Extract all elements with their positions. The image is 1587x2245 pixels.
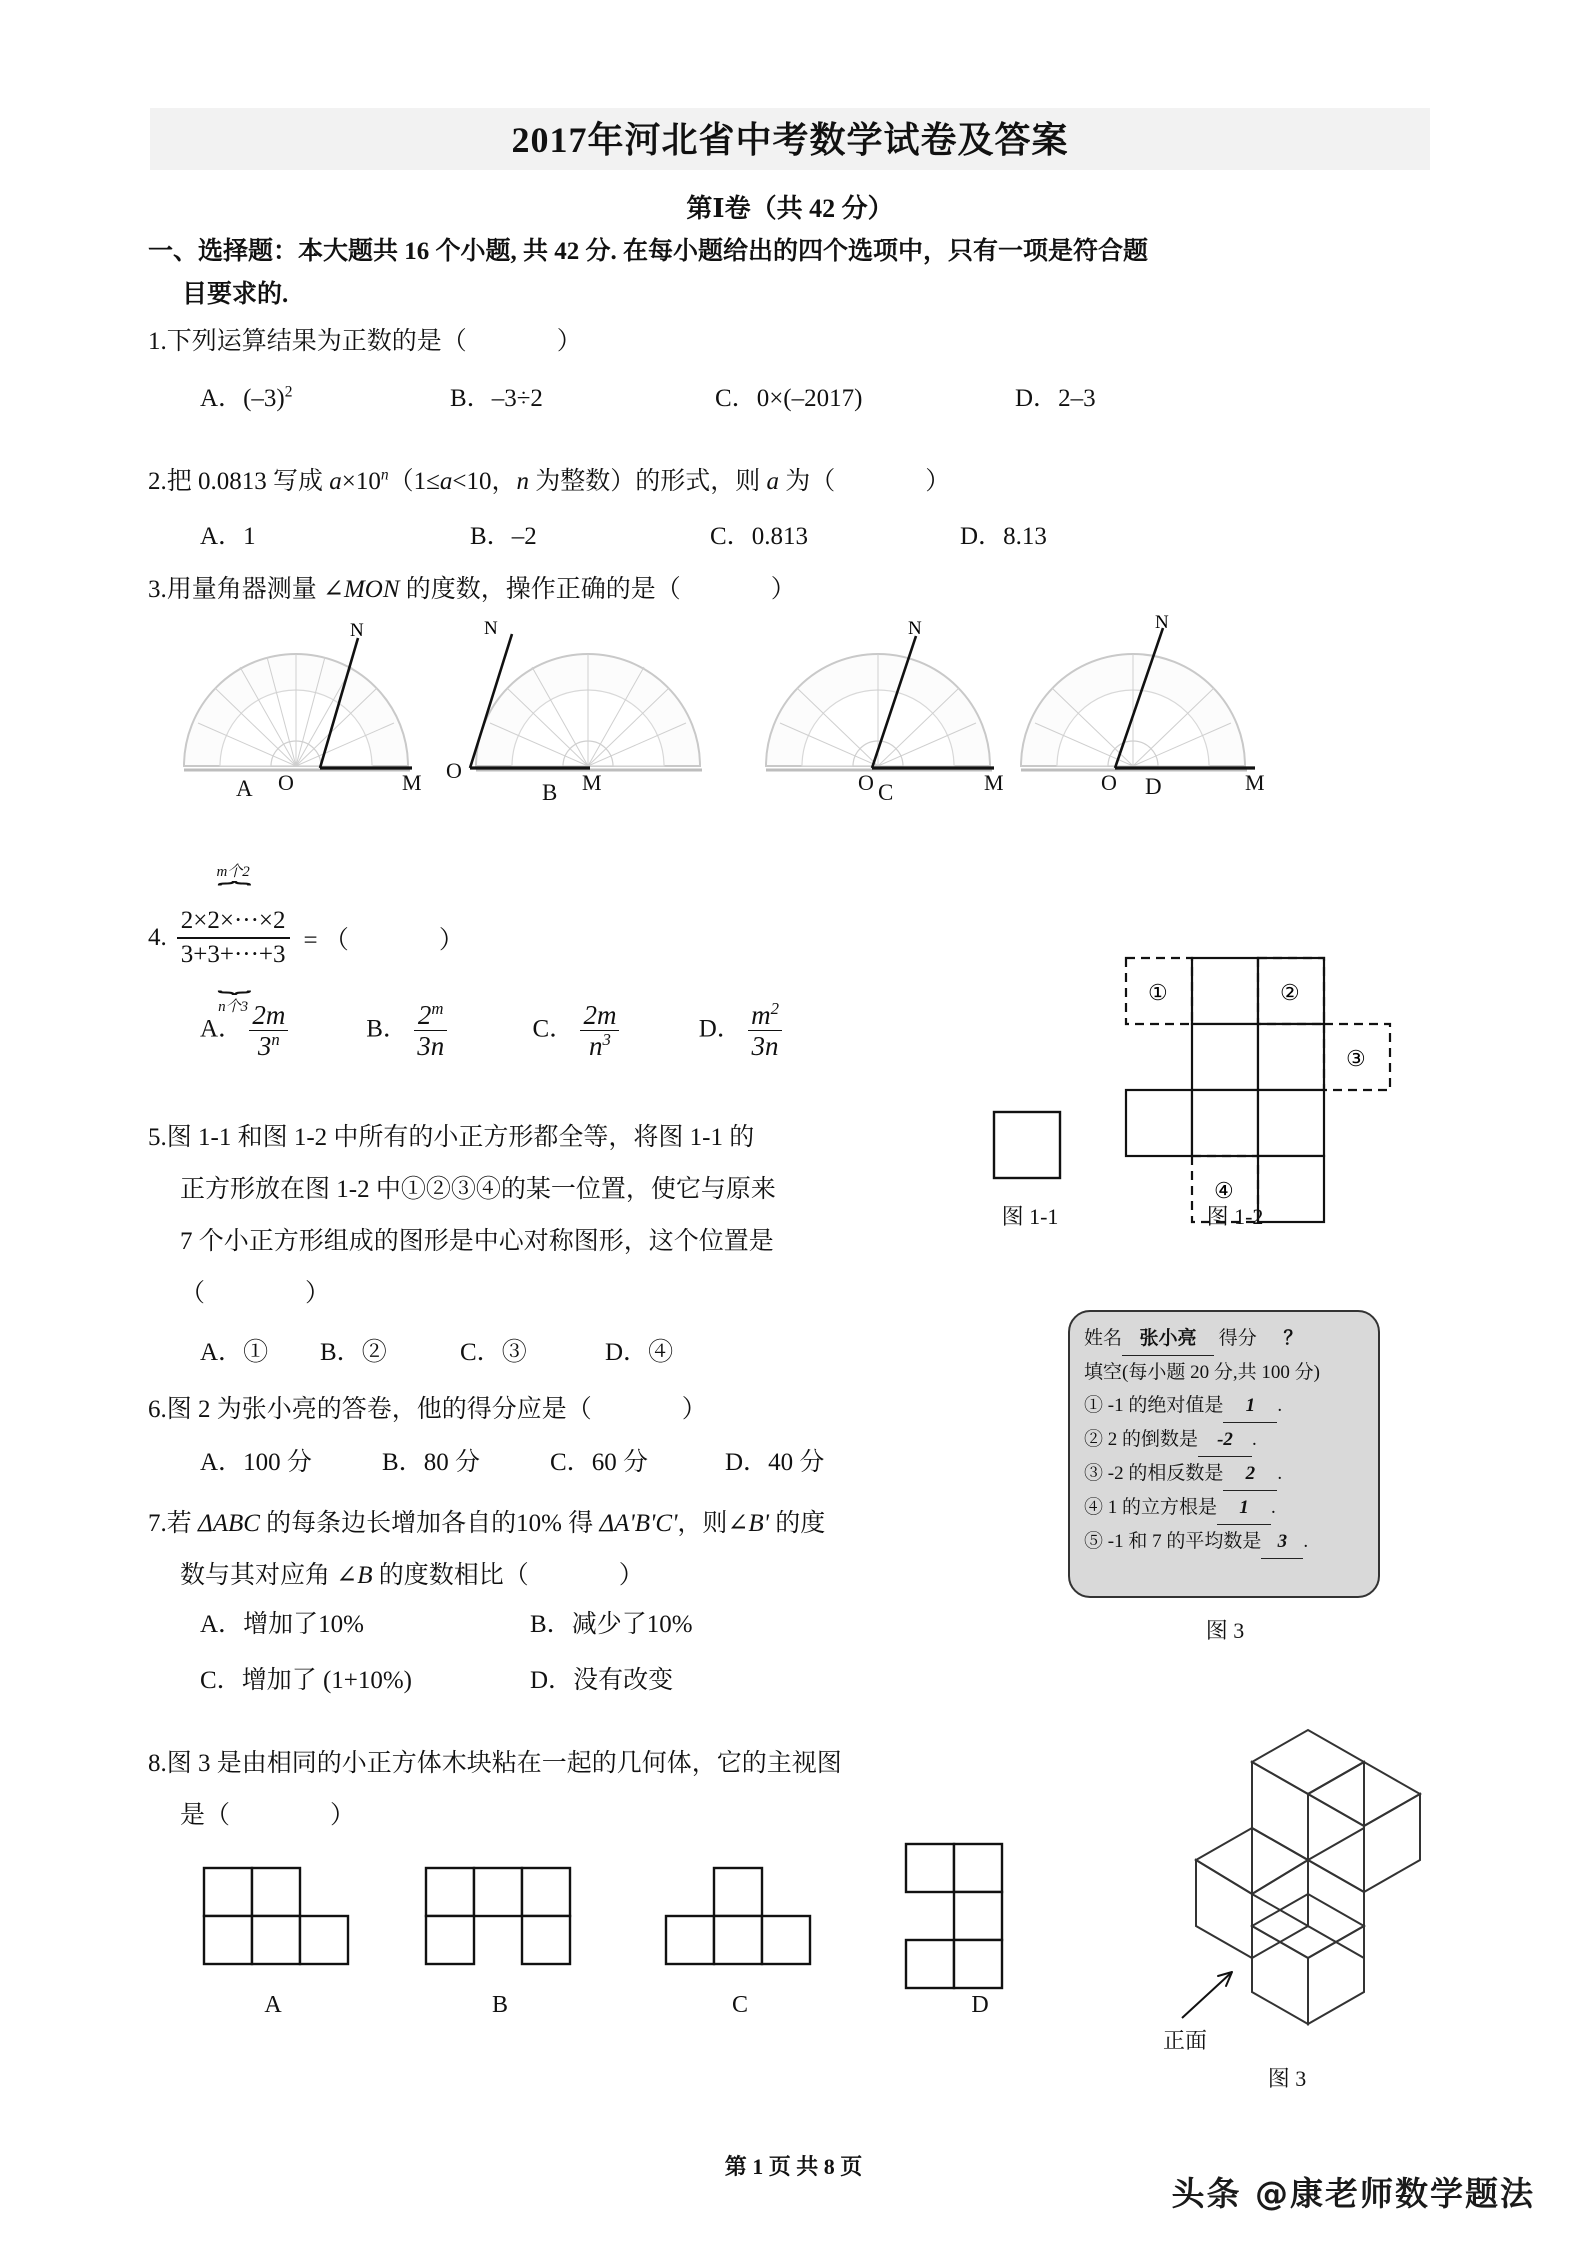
- q2-var-n: n: [516, 468, 529, 495]
- q4-number: 4.: [148, 924, 167, 951]
- protractor-option-a-label: A: [236, 776, 253, 801]
- q2-part-4: （1≤: [388, 468, 440, 495]
- item-2-answer: -2: [1198, 1423, 1252, 1457]
- question-7-options-row2: [200, 1660, 673, 1696]
- q2-option-a-label: A．: [200, 523, 244, 550]
- q4-option-d-label: D．: [698, 1015, 742, 1043]
- q8-option-d-shape[interactable]: [900, 1838, 1060, 1998]
- q2-part-10: 为（: [778, 468, 836, 495]
- q6-option-c-label: C．: [550, 1449, 592, 1476]
- q1-option-b[interactable]: [450, 378, 715, 414]
- answer-card: [1068, 1310, 1380, 1598]
- protractor-b-point-m: M: [582, 770, 602, 795]
- figure-1-2: [1120, 930, 1450, 1210]
- protractor-c-point-o: O: [858, 770, 874, 795]
- figure-1-1-caption: 图 1-1: [1001, 1204, 1059, 1229]
- q5-option-a-label: A．: [200, 1339, 244, 1366]
- q4-option-c-den-sup: 3: [602, 1030, 611, 1050]
- question-2-options: [200, 516, 1047, 552]
- q7-option-b[interactable]: [530, 1604, 693, 1640]
- q6-option-b[interactable]: [382, 1442, 550, 1478]
- q1-option-c-text: 0×(–2017): [756, 385, 863, 412]
- q5-option-c-label: C．: [460, 1339, 502, 1366]
- q7-l2p0: 数与其对应角: [180, 1562, 337, 1589]
- figure-3-caption: 图 3: [1267, 2066, 1307, 2091]
- q6-option-a-text: 100 分: [243, 1449, 312, 1476]
- item-3-marker: ③: [1084, 1463, 1104, 1484]
- q3-post: 的度数，操作正确的是（: [399, 576, 681, 603]
- q1-number: 1.: [148, 328, 167, 355]
- q7-paren-close: ）: [618, 1562, 644, 1589]
- q7-option-c-text: 增加了 (1+10%): [241, 1667, 413, 1694]
- answer-card-item-1: [1084, 1389, 1364, 1423]
- protractor-option-c[interactable]: [750, 618, 1015, 805]
- q4-numerator: 2×2×···×2: [177, 907, 290, 939]
- q2-var-a1: a: [329, 468, 342, 495]
- q4-denominator: 3+3+···+3: [180, 941, 286, 968]
- item-3-text: -2 的相反数是: [1107, 1463, 1224, 1484]
- q6-option-d-text: 40 分: [768, 1449, 825, 1476]
- q6-option-c[interactable]: [550, 1442, 725, 1478]
- q2-option-d[interactable]: [960, 516, 1047, 552]
- q7-option-d[interactable]: [530, 1660, 673, 1696]
- q4-option-c-num: 2m: [580, 1000, 619, 1031]
- instructions-line-2: 目要求的.: [182, 281, 289, 308]
- item-3-answer: 2: [1223, 1457, 1277, 1491]
- q1-paren-close: ）: [556, 328, 582, 355]
- q5-option-c-text: ③: [501, 1339, 527, 1366]
- answer-card-name-label: 姓名: [1084, 1328, 1123, 1349]
- answer-card-item-5: [1084, 1525, 1364, 1559]
- item-4-text: 1 的立方根是: [1107, 1497, 1218, 1518]
- q7-option-b-label: B．: [530, 1611, 572, 1638]
- q2-option-a[interactable]: [200, 516, 470, 552]
- q2-option-c-label: C．: [710, 523, 752, 550]
- q4-option-d[interactable]: [699, 1000, 782, 1061]
- q7-option-b-text: 减少了10%: [571, 1611, 693, 1638]
- q1-option-c[interactable]: [715, 378, 1015, 414]
- q5-option-a-text: ①: [243, 1339, 269, 1366]
- q5-option-a[interactable]: [200, 1332, 320, 1368]
- answer-card-caption: 图 3: [1205, 1618, 1245, 1643]
- q7-tri-abc-prime: ΔA'B'C': [599, 1510, 678, 1537]
- svg-text:①: ①: [1148, 980, 1168, 1005]
- q4-option-b-num-sup: m: [431, 999, 444, 1018]
- q7-angle-b-prime: ∠B': [727, 1510, 770, 1537]
- q7-option-a-text: 增加了10%: [243, 1611, 364, 1638]
- q2-option-b-label: B．: [470, 523, 512, 550]
- q5-line-4: （ ）: [180, 1280, 331, 1307]
- q2-option-d-label: D．: [960, 523, 1004, 550]
- question-8-stem: [148, 1738, 842, 1842]
- item-4-marker: ④: [1084, 1497, 1104, 1518]
- question-5-stem: [148, 1112, 776, 1320]
- answer-card-item-4: [1084, 1491, 1364, 1525]
- q7-option-a[interactable]: [200, 1604, 530, 1640]
- answer-card-name-value: 张小亮: [1122, 1322, 1214, 1356]
- q5-line-2: 正方形放在图 1-2 中①②③④的某一位置，使它与原来: [180, 1176, 776, 1203]
- answer-card-item-2: [1084, 1423, 1364, 1457]
- q1-option-d-label: D．: [1015, 385, 1059, 412]
- svg-text:②: ②: [1280, 980, 1300, 1005]
- q4-option-b-label: B．: [366, 1015, 408, 1043]
- q2-number: 2.: [148, 468, 167, 495]
- item-2-tail: .: [1252, 1429, 1257, 1450]
- q7-angle-b: ∠B: [336, 1562, 373, 1589]
- q2-part-6: <10，: [452, 468, 517, 495]
- q4-under-brace: ⏞: [217, 970, 249, 995]
- q5-option-d-label: D．: [605, 1339, 649, 1366]
- q8-line-1: 图 3 是由相同的小正方体木块粘在一起的几何体，它的主视图: [166, 1750, 842, 1777]
- item-2-marker: ②: [1084, 1429, 1104, 1450]
- q8-number: 8.: [148, 1750, 167, 1777]
- q3-pre: 用量角器测量: [166, 576, 324, 603]
- svg-text:N: N: [1155, 612, 1169, 633]
- q6-option-a-label: A．: [200, 1449, 244, 1476]
- q7-p6: 的度: [769, 1510, 826, 1537]
- q4-option-d-num: m: [751, 1000, 771, 1030]
- svg-text:④: ④: [1214, 1178, 1234, 1203]
- q8-line-2: 是（ ）: [180, 1802, 356, 1829]
- page-title: 2017年河北省中考数学试卷及答案: [511, 120, 1069, 160]
- q2-part-2: ×10: [341, 468, 381, 495]
- figure-1-1: [990, 1108, 1068, 1186]
- q6-number: 6.: [148, 1396, 167, 1423]
- figure-3-solid: [1140, 1700, 1460, 2040]
- question-5-options: [200, 1332, 673, 1368]
- q4-option-a-den-sup: n: [271, 1030, 280, 1050]
- item-1-text: -1 的绝对值是: [1107, 1395, 1224, 1416]
- q1-option-a-label: A．: [200, 385, 244, 412]
- instructions-line-1: 一、选择题：本大题共 16 个小题, 共 42 分. 在每小题给出的四个选项中，只有一项是符合题: [148, 238, 1149, 265]
- q2-exp-n: n: [380, 466, 389, 484]
- q5-option-d-text: ④: [648, 1339, 674, 1366]
- question-7-options-row1: [200, 1604, 693, 1640]
- question-6-stem: [148, 1388, 707, 1431]
- q4-option-b[interactable]: [366, 1000, 526, 1061]
- q7-option-c-label: C．: [200, 1667, 242, 1694]
- q6-option-d-label: D．: [725, 1449, 769, 1476]
- protractor-option-a[interactable]: [168, 618, 433, 801]
- q7-option-c[interactable]: [200, 1660, 530, 1696]
- q4-paren-close: ）: [438, 927, 464, 954]
- q8-option-a-shape[interactable]: [198, 1862, 348, 1982]
- q6-option-b-label: B．: [382, 1449, 424, 1476]
- item-4-tail: .: [1271, 1497, 1276, 1518]
- answer-card-item-3: [1084, 1457, 1364, 1491]
- question-4-stem: [148, 860, 464, 1016]
- q4-option-d-den: 3n: [751, 1031, 779, 1062]
- q4-option-a[interactable]: [200, 1000, 360, 1061]
- q2-paren-close: ）: [925, 468, 951, 495]
- q4-option-a-den: 3: [257, 1031, 272, 1062]
- question-6-options: [200, 1442, 824, 1478]
- protractor-option-d-label: D: [1145, 774, 1162, 799]
- q8-option-c-shape[interactable]: [660, 1862, 820, 1982]
- q2-option-c-text: 0.813: [751, 523, 808, 550]
- protractor-diagrams: [150, 600, 1300, 805]
- q5-option-b-label: B．: [320, 1339, 362, 1366]
- q7-l2p2: 的度数相比（: [372, 1562, 529, 1589]
- q3-number: 3.: [148, 576, 167, 603]
- q1-option-c-label: C．: [715, 385, 757, 412]
- q3-paren-close: ）: [770, 576, 796, 603]
- q5-number: 5.: [148, 1124, 167, 1151]
- q2-option-b-text: –2: [511, 523, 537, 550]
- q4-option-b-den: 3n: [417, 1031, 445, 1062]
- q8-option-b-label: B: [491, 1992, 508, 2018]
- question-1-stem: [148, 320, 582, 363]
- q2-var-a3: a: [766, 468, 779, 495]
- page-footer: 第 1 页 共 8 页: [724, 2154, 863, 2179]
- q4-fraction: [177, 860, 290, 1016]
- q2-var-a2: a: [439, 468, 453, 495]
- q1-option-a-text: (–3): [243, 385, 285, 412]
- item-1-tail: .: [1277, 1395, 1283, 1416]
- item-3-tail: .: [1277, 1463, 1283, 1484]
- answer-card-name-row: [1084, 1322, 1364, 1356]
- item-1-marker: ①: [1084, 1395, 1104, 1416]
- protractor-d-point-m: M: [1245, 770, 1265, 795]
- q1-option-d-text: 2–3: [1058, 385, 1096, 412]
- q8-option-c-label: C: [731, 1992, 748, 2018]
- q6-option-b-text: 80 分: [423, 1449, 480, 1476]
- q5-line-1: 图 1-1 和图 1-2 中所有的小正方形都全等，将图 1-1 的: [166, 1124, 755, 1151]
- item-5-marker: ⑤: [1084, 1531, 1104, 1552]
- q2-option-c[interactable]: [710, 516, 960, 552]
- q4-option-d-num-sup: 2: [770, 999, 779, 1018]
- q8-option-b-shape[interactable]: [420, 1862, 580, 1982]
- item-4-answer: 1: [1217, 1491, 1271, 1525]
- q4-option-c-den: n: [589, 1031, 603, 1062]
- q5-option-d[interactable]: [605, 1332, 673, 1368]
- q6-option-a[interactable]: [200, 1442, 382, 1478]
- q8-option-a-label: A: [264, 1992, 282, 2018]
- q7-p2: 的每条边长增加各自的10% 得: [259, 1510, 600, 1537]
- answer-card-score-label: 得分: [1218, 1328, 1257, 1349]
- q5-option-c[interactable]: [460, 1332, 605, 1368]
- svg-text:N: N: [908, 618, 922, 639]
- q2-option-d-text: 8.13: [1003, 523, 1047, 550]
- q6-option-d[interactable]: [725, 1442, 824, 1478]
- q6-option-c-text: 60 分: [591, 1449, 648, 1476]
- item-5-text: -1 和 7 的平均数是: [1107, 1531, 1262, 1552]
- figure-3-front-label: 正面: [1162, 2028, 1207, 2053]
- protractor-option-b-label: B: [542, 780, 558, 805]
- q7-p4: ，则: [677, 1510, 728, 1537]
- q4-option-a-label: A．: [200, 1015, 244, 1043]
- item-2-text: 2 的倒数是: [1107, 1429, 1199, 1450]
- q2-part-0: 把 0.0813 写成: [166, 468, 330, 495]
- q1-option-d[interactable]: [1015, 378, 1096, 414]
- protractor-option-c-label: C: [878, 780, 894, 805]
- protractor-a-point-o: O: [278, 770, 294, 795]
- q1-option-a[interactable]: [200, 378, 450, 414]
- protractor-b-point-o: O: [446, 758, 462, 783]
- q4-option-b-num: 2: [417, 1000, 432, 1030]
- q6-text: 图 2 为张小亮的答卷，他的得分应是（: [166, 1396, 592, 1423]
- q7-line-2: [180, 1550, 644, 1602]
- q6-paren-close: ）: [681, 1396, 707, 1423]
- q1-text: 下列运算结果为正数的是（: [166, 328, 467, 355]
- q2-option-b[interactable]: [470, 516, 710, 552]
- item-5-tail: .: [1303, 1531, 1309, 1552]
- volume-heading: 第Ⅰ卷（共 42 分）: [686, 194, 894, 223]
- q5-line-3: 7 个小正方形组成的图形是中心对称图形，这个位置是: [180, 1228, 774, 1255]
- question-1-options: [200, 378, 1096, 414]
- q5-option-b[interactable]: [320, 1332, 460, 1368]
- q7-option-d-text: 没有改变: [573, 1667, 674, 1694]
- q5-option-b-text: ②: [361, 1339, 387, 1366]
- protractor-d-point-o: O: [1101, 770, 1117, 795]
- question-4-options: [200, 1000, 782, 1061]
- q1-option-a-sup: 2: [284, 383, 293, 401]
- item-5-answer: 3: [1261, 1525, 1303, 1559]
- q1-option-b-label: B．: [450, 385, 492, 412]
- q2-option-a-text: 1: [243, 523, 256, 550]
- q7-p0: 若: [166, 1510, 199, 1537]
- q7-number: 7.: [148, 1510, 167, 1537]
- protractor-a-point-m: M: [402, 770, 422, 795]
- q2-part-8: 为整数）的形式，则: [528, 468, 767, 495]
- protractor-c-point-m: M: [984, 770, 1004, 795]
- svg-text:N: N: [484, 618, 498, 639]
- q4-equals: = （: [303, 927, 349, 954]
- answer-card-score-value: ？: [1283, 1328, 1303, 1349]
- watermark: 头条 @康老师数学题法: [1171, 2174, 1535, 2213]
- q4-option-c[interactable]: [533, 1000, 693, 1061]
- protractor-option-d[interactable]: [1005, 612, 1270, 799]
- q8-option-d-label: D: [971, 1992, 989, 2018]
- item-1-answer: 1: [1223, 1389, 1277, 1423]
- protractor-option-b[interactable]: [446, 618, 725, 805]
- question-7-stem: [148, 1498, 825, 1602]
- svg-text:N: N: [350, 620, 364, 641]
- q7-option-a-label: A．: [200, 1611, 244, 1638]
- q4-over-brace-label: m个2: [216, 864, 250, 880]
- q4-over-brace: ⏞: [217, 881, 249, 906]
- q4-under-brace-label: n个3: [218, 999, 249, 1015]
- answer-card-instruction: 填空(每小题 20 分,共 100 分): [1084, 1362, 1320, 1383]
- q3-angle: ∠MON: [323, 576, 400, 603]
- section-instructions: [148, 230, 1438, 316]
- q7-option-d-label: D．: [530, 1667, 574, 1694]
- q4-option-a-num: 2m: [249, 1000, 288, 1031]
- svg-text:③: ③: [1346, 1046, 1366, 1071]
- q4-option-c-label: C．: [532, 1015, 575, 1043]
- figure-1-2-caption: 图 1-2: [1206, 1204, 1264, 1229]
- q7-tri-abc: ΔABC: [198, 1510, 260, 1537]
- question-2-stem: [148, 460, 950, 503]
- q1-option-b-text: –3÷2: [491, 385, 543, 412]
